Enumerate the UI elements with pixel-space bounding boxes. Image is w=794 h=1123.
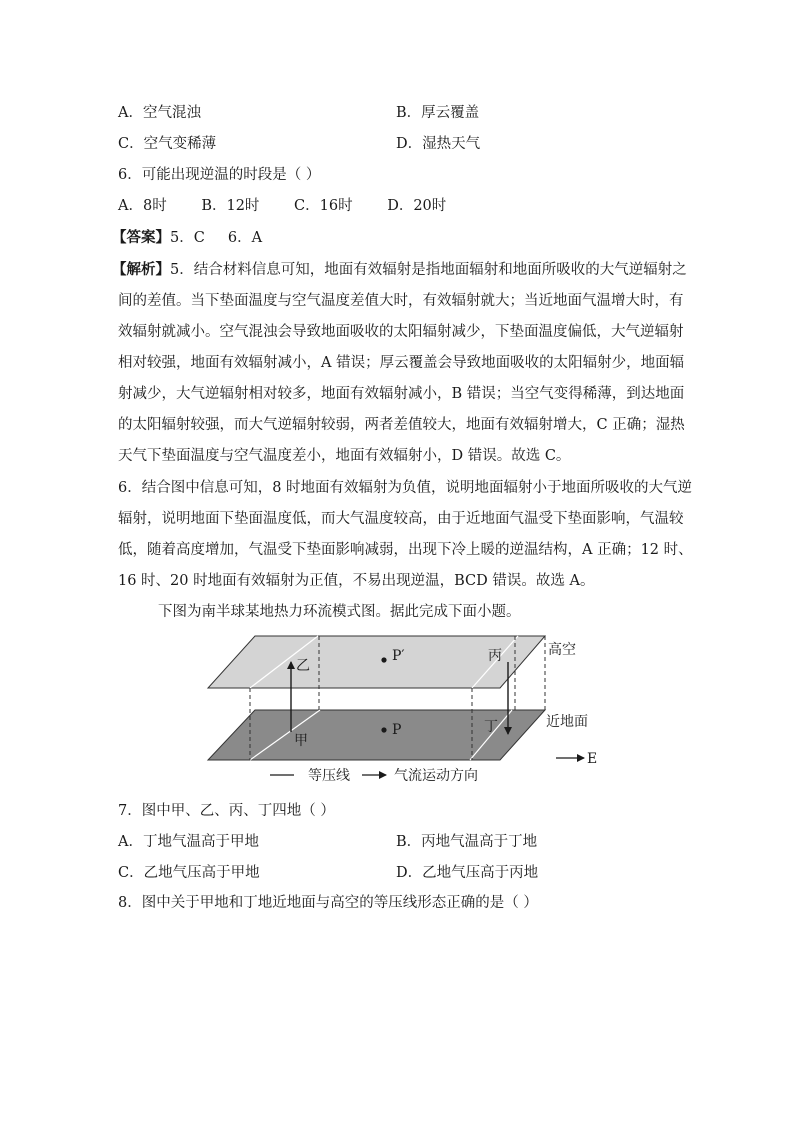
thermal-circulation-diagram: [200, 632, 610, 792]
q6-option-b: B．12时: [201, 198, 260, 214]
analysis-q6-line-2: 辐射，说明地面下垫面温度低，而大气温度较高，由于近地面气温受下垫面影响，气温较: [118, 511, 684, 527]
q5-option-a: A．空气混浊: [118, 105, 201, 121]
analysis-line-7: 天气下垫面温度与空气温度差小，地面有效辐射小，D 错误。故选 C。: [118, 448, 571, 464]
q6-option-a: A．8时: [118, 198, 167, 214]
analysis-q6-line-3: 低，随着高度增加，气温受下垫面影响减弱，出现下冷上暖的逆温结构，A 正确；12 时、: [118, 542, 693, 558]
analysis-line-3: 效辐射就减小。空气混浊会导致地面吸收的太阳辐射减少，下垫面温度偏低，大气逆辐射: [118, 324, 684, 340]
q6-option-d: D．20时: [387, 198, 447, 214]
q5-option-b: B．厚云覆盖: [396, 105, 480, 121]
lower-plane: [208, 710, 545, 760]
answer-text: 5．C 6．A: [170, 230, 263, 246]
q7-option-a: A．丁地气温高于甲地: [118, 834, 259, 850]
label-bing: 丙: [488, 648, 502, 664]
label-east: E: [587, 751, 598, 767]
q5-option-d: D．湿热天气: [396, 136, 481, 152]
diagram-intro: 下图为南半球某地热力环流模式图。据此完成下面小题。: [158, 604, 521, 620]
label-upper-plane: 高空: [548, 642, 576, 658]
answer-tag: 【答案】: [112, 229, 170, 246]
analysis-line-1: [112, 260, 687, 280]
q7-option-d: D．乙地气压高于丙地: [396, 865, 539, 881]
label-jia: 甲: [294, 733, 308, 749]
q6-stem: 6．可能出现逆温的时段是（ ）: [118, 167, 321, 183]
q6-option-c: C．16时: [294, 198, 353, 214]
analysis-text-1: 5．结合材料信息可知，地面有效辐射是指地面辐射和地面所吸收的大气逆辐射之: [170, 262, 687, 278]
analysis-line-4: 相对较强，地面有效辐射减小，A 错误；厚云覆盖会导致地面吸收的太阳辐射少，地面辐: [118, 355, 685, 371]
analysis-q6-line-1: 6．结合图中信息可知，8 时地面有效辐射为负值，说明地面辐射小于地面所吸收的大气逆: [118, 480, 693, 496]
label-lower-plane: 近地面: [546, 714, 588, 730]
analysis-line-5: 射减少，大气逆辐射相对较多，地面有效辐射减小，B 错误；当空气变得稀薄，到达地面: [118, 386, 685, 402]
q5-option-c: C．空气变稀薄: [118, 136, 217, 152]
analysis-line-6: 的太阳辐射较强，而大气逆辐射较弱，两者差值较大，地面有效辐射增大，C 正确；湿热: [118, 417, 685, 433]
analysis-tag: 【解析】: [112, 261, 170, 278]
analysis-line-2: 间的差值。当下垫面温度与空气温度差值大时，有效辐射就大；当近地面气温增大时，有: [118, 293, 684, 309]
q7-stem: 7．图中甲、乙、丙、丁四地（ ）: [118, 803, 335, 819]
q7-option-b: B．丙地气温高于丁地: [396, 834, 538, 850]
answer-line: [112, 228, 262, 248]
legend-airflow-label: 气流运动方向: [394, 768, 478, 784]
label-ding: 丁: [484, 719, 498, 735]
label-p: P: [392, 722, 402, 738]
point-p-dot: [381, 727, 386, 732]
q8-stem: 8．图中关于甲地和丁地近地面与高空的等压线形态正确的是（ ）: [118, 895, 538, 911]
q6-options: [118, 196, 446, 216]
analysis-q6-line-4: 16 时、20 时地面有效辐射为正值，不易出现逆温，BCD 错误。故选 A。: [118, 573, 595, 589]
q7-option-c: C．乙地气压高于甲地: [118, 865, 260, 881]
label-p-prime: P′: [392, 648, 405, 664]
point-p-prime-dot: [381, 657, 386, 662]
legend-isobar-label: 等压线: [308, 768, 350, 784]
label-yi: 乙: [296, 658, 310, 674]
